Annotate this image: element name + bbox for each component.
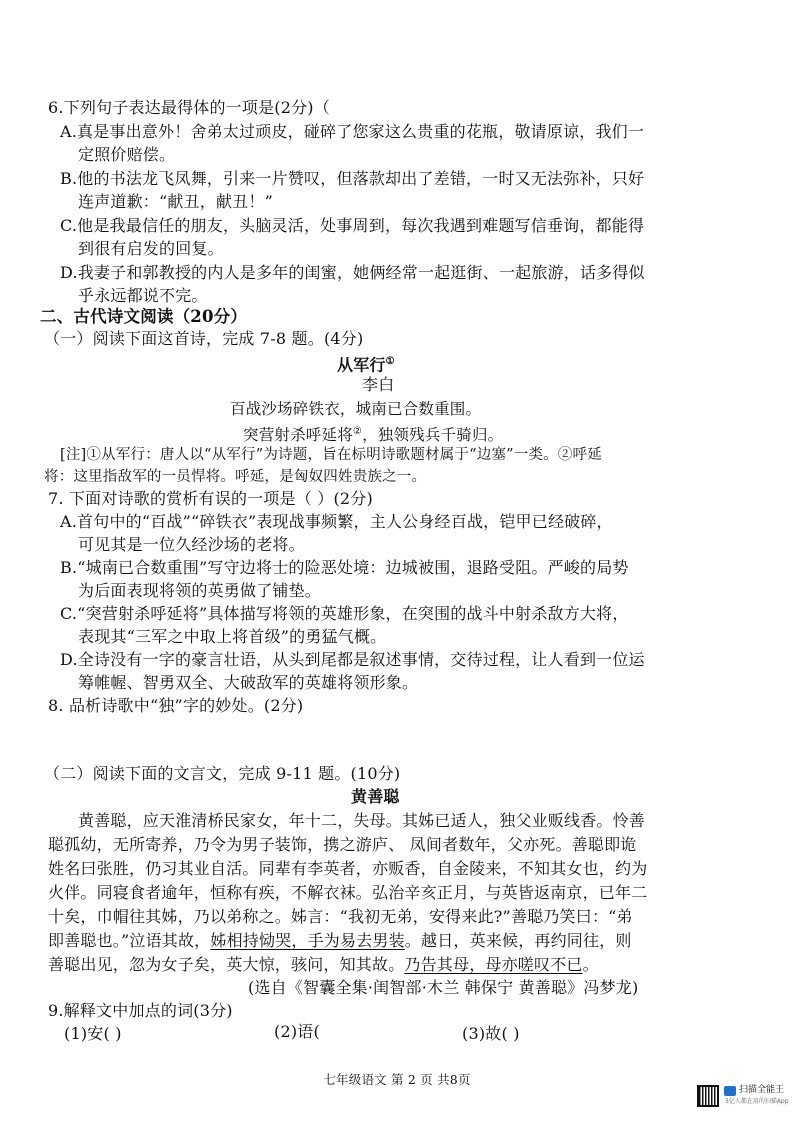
qr-code-icon bbox=[697, 1085, 719, 1107]
scanner-watermark-sub: 3亿人都在用的扫描App bbox=[725, 1098, 789, 1105]
q7-option-a-line1: A.首句中的“百战”“碎铁衣”表现战事频繁，主人公身经百战，铠甲已经破碎， bbox=[60, 512, 613, 531]
q6-option-a-line2: 定照价赔偿。 bbox=[78, 145, 176, 164]
q9-item-3: (3)故( ) bbox=[462, 1024, 520, 1043]
poem-title: 从军行① bbox=[337, 355, 395, 375]
scanner-watermark-name: 扫描全能王 bbox=[739, 1085, 785, 1095]
passage-line-5: 十矣，巾帽往其姊，乃以弟称之。姊言：“我初无弟，安得来此?”善聪乃笑曰：“弟 bbox=[48, 907, 633, 926]
q7-option-d-line1: D.全诗没有一字的豪言壮语，从头到尾都是叙述事情，交待过程，让人看到一位运 bbox=[60, 650, 645, 669]
q6-option-c-line2: 到很有启发的回复。 bbox=[78, 239, 224, 258]
q8-stem: 8. 品析诗歌中“独”字的妙处。(2分) bbox=[48, 696, 304, 715]
q7-option-c-line1: C.“突营射杀呼延将”具体描写将领的英雄形象，在突围的战斗中射杀敌方大将， bbox=[60, 604, 629, 623]
passage-line-4: 火伴。同寝食者逾年，恒称有疾，不解衣袜。弘治辛亥正月，与英皆返南京，已年二 bbox=[48, 883, 648, 902]
underlined-sentence-1: 姊相持恸哭，手为易去男装 bbox=[210, 931, 405, 950]
q6-option-d-line2: 乎永远都说不完。 bbox=[78, 286, 208, 305]
q6-option-b-line1: B.他的书法龙飞凤舞，引来一片赞叹，但落款却出了差错，一时又无法弥补，只好 bbox=[60, 169, 645, 188]
q6-option-c-line1: C.他是我最信任的朋友，头脑灵活，处事周到，每次我遇到难题写信垂询，都能得 bbox=[60, 216, 645, 235]
poem-author: 李白 bbox=[362, 375, 395, 394]
section2-title: 二、古代诗文阅读（20分） bbox=[40, 307, 248, 326]
passage-source: (选自《智囊全集·闺智部·木兰 韩保宁 黄善聪》冯梦龙) bbox=[248, 978, 639, 997]
q7-option-d-line2: 筹帷幄、智勇双全、大破敌军的英雄将领形象。 bbox=[78, 673, 419, 692]
poem-note-line1: [注]①从军行：唐人以“从军行”为诗题，旨在标明诗歌题材属于“边塞”一类。②呼延 bbox=[60, 447, 602, 463]
part1-title: （一）阅读下面这首诗，完成 7-8 题。(4分) bbox=[44, 329, 364, 348]
q6-option-b-line2: 连声道歉：“献丑，献丑！” bbox=[78, 192, 273, 211]
scanner-logo-icon bbox=[724, 1086, 736, 1096]
q7-option-b-line1: B.“城南已合数重围”写守边将士的险恶处境：边城被围，退路受阻。严峻的局势 bbox=[60, 558, 629, 577]
q6-stem: 6.下列句子表达最得体的一项是(2分)（ bbox=[48, 98, 330, 117]
q9-item-1: (1)安( ) bbox=[64, 1024, 122, 1043]
q6-option-d-line1: D.我妻子和郭教授的内人是多年的闺蜜，她俩经常一起逛街、一起旅游，话多得似 bbox=[60, 263, 645, 282]
q7-option-b-line2: 为后面表现将领的英勇做了铺垫。 bbox=[78, 581, 322, 600]
q7-stem: 7. 下面对诗歌的赏析有误的一项是（ ）(2分) bbox=[48, 489, 373, 508]
q9-stem: 9.解释文中加点的词(3分) bbox=[48, 1001, 233, 1020]
q9-item-2: (2)语( bbox=[274, 1022, 320, 1041]
passage-line-6: 即善聪也。”泣语其故，姊相持恸哭，手为易去男装。越日，英来候，再约同往，则 bbox=[48, 931, 632, 950]
passage-title: 黄善聪 bbox=[351, 787, 400, 806]
page-footer: 七年级语文 第 2 页 共8页 bbox=[323, 1072, 471, 1087]
passage-line-7: 善聪出见，忽为女子矣，英大惊，骇问，知其故。乃告其母，母亦嗟叹不已。 bbox=[48, 955, 599, 974]
poem-line-1: 百战沙场碎铁衣，城南已合数重围。 bbox=[230, 400, 482, 418]
underlined-sentence-2: 乃告其母，母亦嗟叹不已 bbox=[404, 955, 583, 974]
passage-line-2: 聪孤幼，无所寄养，乃令为男子装饰，携之游庐、 凤间者数年，父亦死。善聪即诡 bbox=[48, 835, 637, 854]
passage-line-3: 姓名曰张胜，仍习其业自活。同辈有李英者，亦贩香，自金陵来，不知其女也，约为 bbox=[48, 859, 648, 878]
poem-note-line2: 将：这里指敌军的一员悍将。呼延，是匈奴四姓贵族之一。 bbox=[44, 469, 427, 485]
q7-option-c-line2: 表现其“三军之中取上将首级”的勇猛气概。 bbox=[78, 627, 387, 646]
poem-line-2: 突营射杀呼延将②，独领残兵千骑归。 bbox=[243, 426, 504, 445]
part2-title: （二）阅读下面的文言文，完成 9-11 题。(10分) bbox=[44, 764, 401, 783]
passage-line-1: 黄善聪，应天淮清桥民家女，年十二，失母。其姊已适人，独父业贩线香。怜善 bbox=[78, 811, 646, 830]
q7-option-a-line2: 可见其是一位久经沙场的老将。 bbox=[78, 535, 305, 554]
q6-option-a-line1: A.真是事出意外！舍弟太过顽皮，碰碎了您家这么贵重的花瓶，敬请原谅，我们一 bbox=[60, 122, 645, 141]
